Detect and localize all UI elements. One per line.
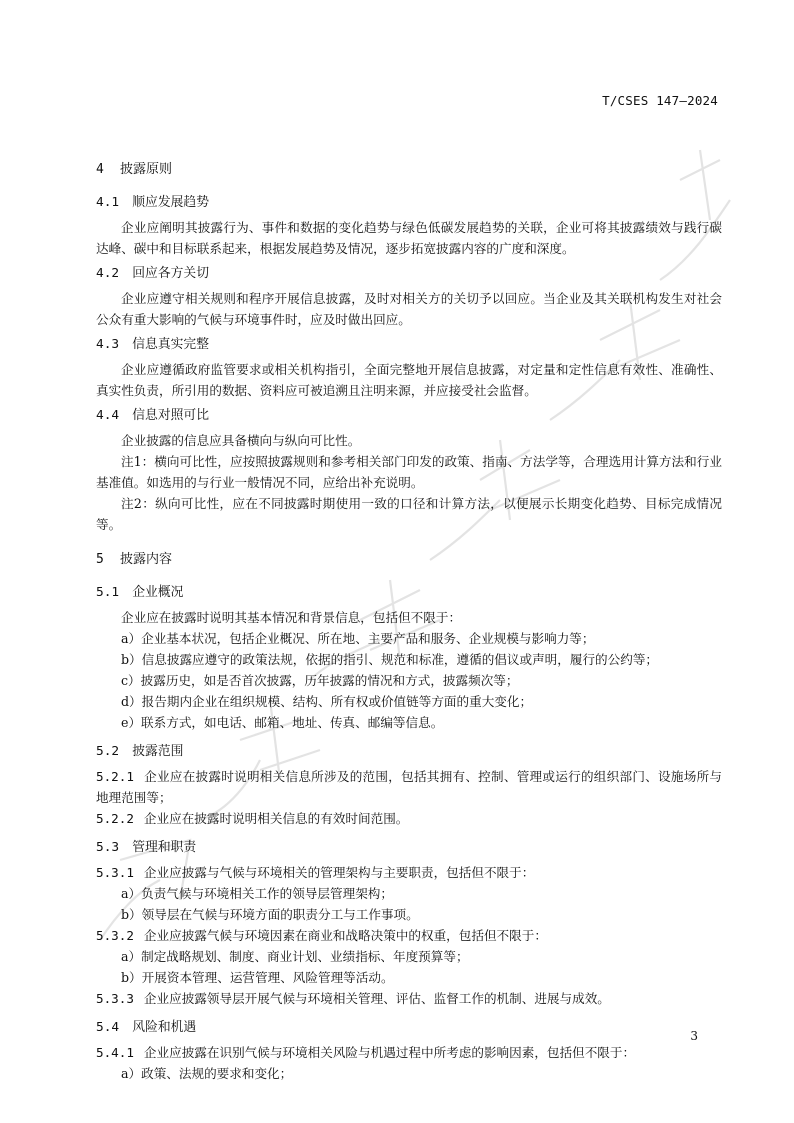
- section-4-2-body: 企业应遵守相关规则和程序开展信息披露，及时对相关方的关切予以回应。当企业及其关联机构发生对社会公众有重大影响的气候与环境事件时，应及时做出回应。: [96, 291, 722, 327]
- clause-text: 企业应披露与气候与环境相关的管理架构与主要职责，包括但不限于：: [143, 865, 535, 880]
- list-label: b）: [121, 970, 142, 985]
- section-number: 5.4: [96, 1020, 120, 1035]
- section-number: 4.2: [96, 266, 120, 281]
- section-4-1-body: 企业应阐明其披露行为、事件和数据的变化趋势与绿色低碳发展趋势的关联，企业可将其披露绩效与践行碳达峰、碳中和目标联系起来，根据发展趋势及情况，逐步拓宽披露内容的广度和深度。: [96, 220, 722, 256]
- clause-number: 5.2.2: [96, 811, 134, 826]
- section-4-4-heading: [96, 405, 722, 426]
- section-number: 4.4: [96, 408, 120, 423]
- list-text: 开展资本管理、运营管理、风险管理等活动。: [141, 970, 394, 985]
- list-text: 政策、法规的要求和变化；: [141, 1066, 293, 1081]
- clause-5-2-2: [96, 808, 722, 829]
- section-title: 披露原则: [120, 162, 173, 177]
- section-5-1-intro: 企业应在披露时说明其基本情况和背景信息，包括但不限于：: [121, 610, 462, 625]
- list-label: d）: [121, 694, 142, 709]
- section-4-heading: [96, 159, 722, 180]
- list-text: 联系方式，如电话、邮箱、地址、传真、邮编等信息。: [141, 715, 444, 730]
- list-text: 报告期内企业在组织规模、结构、所有权或价值链等方面的重大变化；: [141, 694, 533, 709]
- list-text: 信息披露应遵守的政策法规，依据的指引、规范和标准，遵循的倡议或声明，履行的公约等；: [141, 652, 658, 667]
- list-label: a）: [121, 886, 142, 901]
- list-item: [121, 967, 722, 988]
- list-item: [121, 904, 722, 925]
- section-title: 信息对照可比: [132, 408, 209, 423]
- document-body: [96, 155, 722, 1084]
- section-title: 披露内容: [120, 552, 173, 567]
- list-label: a）: [121, 1066, 142, 1081]
- document-code-header: T/CSES 147—2024: [602, 93, 718, 108]
- clause-text: 企业应在披露时说明相关信息的有效时间范围。: [143, 811, 409, 826]
- list-item: [121, 1063, 722, 1084]
- section-title: 顺应发展趋势: [132, 195, 209, 210]
- section-5-2-heading: [96, 741, 722, 762]
- section-4-3-heading: [96, 334, 722, 355]
- list-label: b）: [121, 652, 142, 667]
- section-number: 5.3: [96, 840, 120, 855]
- list-item: [121, 883, 722, 904]
- list-label: a）: [121, 949, 142, 964]
- section-number: 5: [96, 552, 104, 567]
- section-title: 管理和职责: [132, 840, 197, 855]
- clause-5-3-3: [96, 988, 722, 1009]
- section-title: 风险和机遇: [132, 1020, 197, 1035]
- list-text: 制定战略规划、制度、商业计划、业绩指标、年度预算等；: [141, 949, 469, 964]
- section-number: 4: [96, 162, 104, 177]
- clause-5-3-2: [96, 925, 722, 946]
- clause-text: 企业应披露在识别气候与环境相关风险与机遇过程中所考虑的影响因素，包括但不限于：: [143, 1045, 636, 1060]
- list-item: [121, 649, 722, 670]
- note-2: 注2：纵向可比性，应在不同披露时期使用一致的口径和计算方法，以便展示长期变化趋势、目标完成情况等。: [96, 496, 722, 532]
- list-text: 企业基本状况，包括企业概况、所在地、主要产品和服务、企业规模与影响力等；: [141, 631, 595, 646]
- list-item: [121, 691, 722, 712]
- clause-text: 企业应在披露时说明相关信息所涉及的范围，包括其拥有、控制、管理或运行的组织部门、设施场所与地理范围等；: [96, 769, 722, 805]
- section-title: 企业概况: [132, 585, 184, 600]
- section-5-heading: [96, 549, 722, 570]
- list-item: [121, 628, 722, 649]
- list-item: [121, 946, 722, 967]
- section-5-1-heading: [96, 582, 722, 603]
- section-5-4-heading: [96, 1017, 722, 1038]
- section-number: 5.1: [96, 585, 120, 600]
- list-item: [121, 712, 722, 733]
- list-item: [121, 670, 722, 691]
- list-text: 负责气候与环境相关工作的领导层管理架构；: [141, 886, 393, 901]
- list-label: e）: [121, 715, 142, 730]
- clause-text: 企业应披露领导层开展气候与环境相关管理、评估、监督工作的机制、进展与成效。: [143, 991, 610, 1006]
- section-title: 披露范围: [132, 744, 184, 759]
- clause-number: 5.3.1: [96, 865, 134, 880]
- section-4-1-heading: [96, 192, 722, 213]
- clause-5-4-1: [96, 1042, 722, 1063]
- page-number: 3: [690, 1029, 698, 1043]
- section-number: 4.3: [96, 337, 120, 352]
- clause-text: 企业应披露气候与环境因素在商业和战略决策中的权重，包括但不限于：: [143, 928, 547, 943]
- section-4-3-body: 企业应遵循政府监管要求或相关机构指引，全面完整地开展信息披露，对定量和定性信息有效性、准确性、真实性负责，所引用的数据、资料应可被追溯且注明来源，并应接受社会监督。: [96, 362, 722, 398]
- clause-number: 5.4.1: [96, 1045, 134, 1060]
- section-number: 5.2: [96, 744, 120, 759]
- section-title: 回应各方关切: [132, 266, 209, 281]
- list-label: b）: [121, 907, 142, 922]
- note-1: 注1：横向可比性，应按照披露规则和参考相关部门印发的政策、指南、方法学等，合理选用计算方法和行业基准值。如选用的与行业一般情况不同，应给出补充说明。: [96, 454, 722, 490]
- section-5-3-heading: [96, 837, 722, 858]
- list-label: a）: [121, 631, 142, 646]
- clause-number: 5.2.1: [96, 769, 134, 784]
- section-4-4-body: 企业披露的信息应具备横向与纵向可比性。: [121, 433, 361, 448]
- list-text: 领导层在气候与环境方面的职责分工与工作事项。: [141, 907, 419, 922]
- section-4-2-heading: [96, 263, 722, 284]
- section-number: 4.1: [96, 195, 120, 210]
- list-label: c）: [121, 673, 141, 688]
- clause-number: 5.3.2: [96, 928, 134, 943]
- clause-number: 5.3.3: [96, 991, 134, 1006]
- clause-5-2-1: [96, 766, 722, 808]
- list-text: 披露历史，如是否首次披露，历年披露的情况和方式，披露频次等；: [140, 673, 519, 688]
- clause-5-3-1: [96, 862, 722, 883]
- section-title: 信息真实完整: [132, 337, 209, 352]
